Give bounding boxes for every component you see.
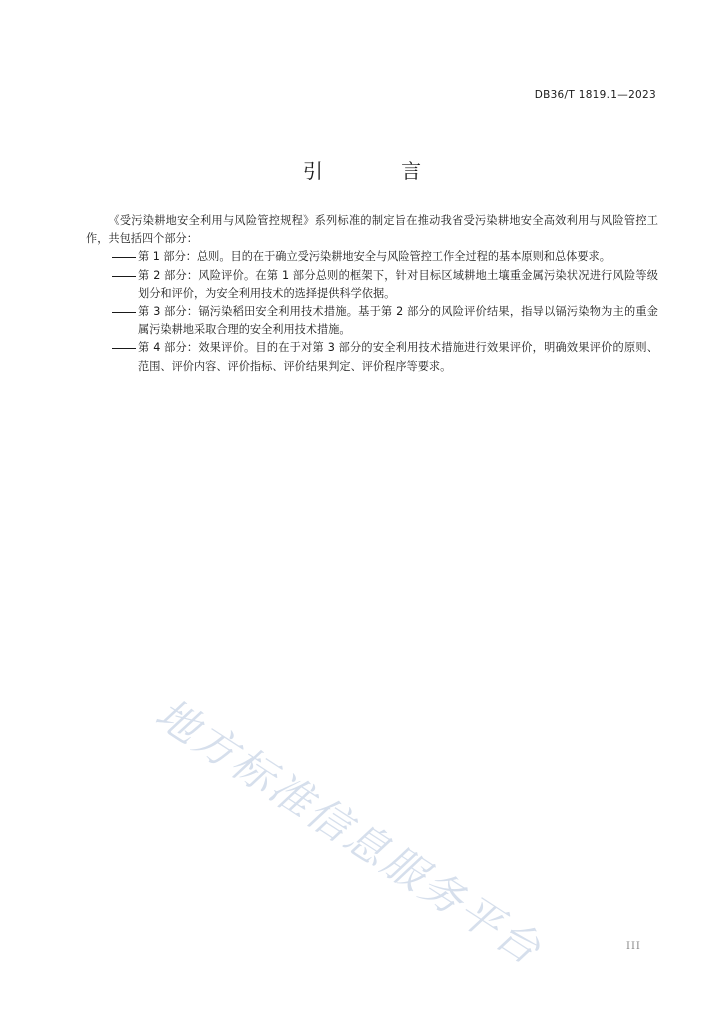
list-item (86, 248, 658, 266)
list-item (86, 339, 658, 375)
list-item (86, 303, 658, 339)
dash-marker (112, 348, 136, 349)
list-item-text: 第 3 部分：镉污染稻田安全利用技术措施。基于第 2 部分的风险评价结果，指导以镉污染物为主的重金属污染耕地采取合理的安全利用技术措施。 (138, 305, 658, 337)
document-code: DB36/T 1819.1—2023 (534, 89, 656, 101)
dash-marker (112, 276, 136, 277)
page-number: III (626, 941, 641, 952)
dash-marker (112, 257, 136, 258)
list-item-text: 第 1 部分：总则。目的在于确立受污染耕地安全与风险管控工作全过程的基本原则和总体要求。 (138, 250, 611, 264)
list-item-text: 第 4 部分：效果评价。目的在于对第 3 部分的安全利用技术措施进行效果评价，明确效果评价的原则、范围、评价内容、评价指标、评价结果判定、评价程序等要求。 (138, 341, 658, 373)
intro-paragraph: 《受污染耕地安全利用与风险管控规程》系列标准的制定旨在推动我省受污染耕地安全高效利用与风险管控工作，共包括四个部分： (86, 214, 658, 246)
list-item-text: 第 2 部分：风险评价。在第 1 部分总则的框架下，针对目标区域耕地土壤重金属污染状况进行风险等级划分和评价，为安全利用技术的选择提供科学依据。 (138, 268, 658, 300)
list-item (86, 267, 658, 303)
page-title: 引 言 (302, 159, 458, 183)
watermark: 地方标准信息服务平台 (146, 688, 552, 975)
dash-marker (112, 312, 136, 313)
document-body (86, 212, 658, 376)
